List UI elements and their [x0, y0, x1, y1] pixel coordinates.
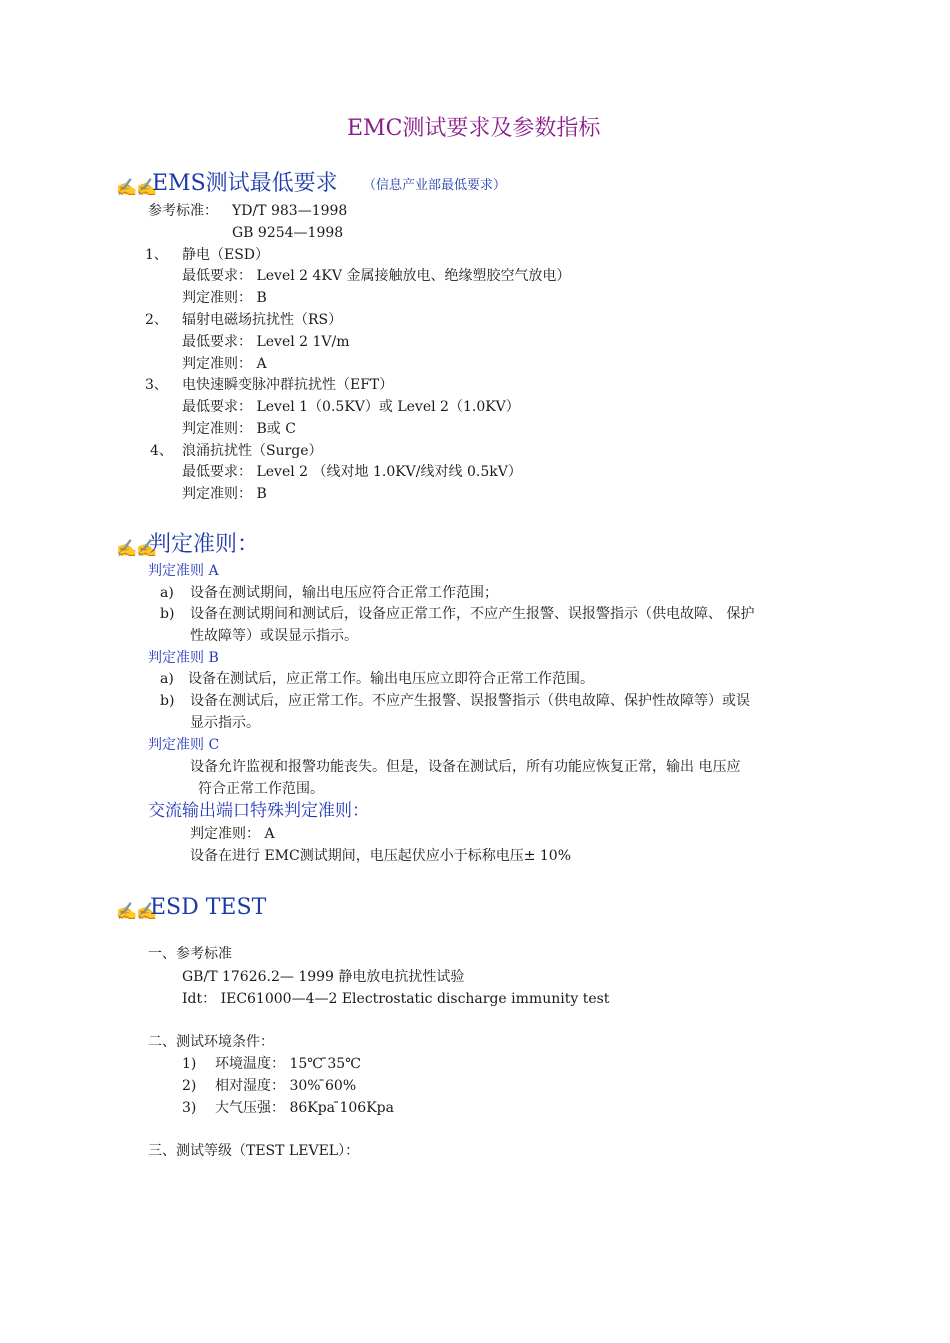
- ref-standard-1: YD/T 983—1998: [232, 203, 348, 219]
- criterion-text: 符合正常工作范围。: [198, 781, 324, 797]
- item-requirement: 最低要求： Level 2 （线对地 1.0KV/线对线 0.5kV）: [182, 464, 522, 480]
- criterion-text: 设备允许监视和报警功能丧失。但是，设备在测试后，所有功能应恢复正常，输出 电压应: [190, 759, 741, 775]
- criteria-heading: 判定准则：: [149, 532, 260, 557]
- ref-standard-2: GB 9254—1998: [232, 225, 344, 241]
- section-title: 二、测试环境条件：: [148, 1034, 274, 1050]
- list-marker: 1): [182, 1056, 197, 1072]
- criterion-text: 设备在测试期间和测试后，设备应正常工作，不应产生报警、误报警指示（供电故障、 保护: [190, 606, 755, 622]
- criterion-text: 显示指示。: [190, 715, 260, 731]
- item-requirement: 最低要求： Level 1（0.5KV）或 Level 2（1.0KV）: [182, 399, 520, 415]
- item-requirement: 最低要求： Level 2 1V/m: [182, 334, 350, 350]
- list-marker: a): [160, 585, 174, 601]
- item-number: 1、: [145, 247, 168, 263]
- section-title: 一、参考标准: [148, 946, 232, 962]
- criterion-text: 设备在测试后，应正常工作。输出电压应立即符合正常工作范围。: [188, 671, 594, 687]
- section-title: 三、测试等级（TEST LEVEL）：: [148, 1143, 360, 1159]
- ems-subheading: （信息产业部最低要求）: [363, 178, 507, 193]
- esd-heading: ESD TEST: [150, 895, 267, 920]
- item-number: 4、: [150, 443, 173, 459]
- list-marker: b): [160, 693, 175, 709]
- pen-icon: ✍✍: [116, 539, 157, 559]
- criterion-text: 性故障等）或误显示指示。: [190, 628, 358, 644]
- item-criterion: 判定准则： B: [182, 290, 267, 306]
- item-number: 2、: [145, 312, 168, 328]
- item-name: 电快速瞬变脉冲群抗扰性（EFT）: [182, 377, 394, 393]
- condition-text: 环境温度： 15℃ ̄35℃: [215, 1056, 361, 1072]
- item-name: 辐射电磁场抗扰性（RS）: [182, 312, 343, 328]
- ref-label: 参考标准：: [148, 203, 218, 219]
- item-criterion: 判定准则： B: [182, 486, 267, 502]
- criterion-text: 判定准则： A: [190, 826, 275, 842]
- pen-icon: ✍✍: [116, 902, 157, 922]
- condition-text: 相对湿度： 30% ̄60%: [215, 1078, 357, 1094]
- item-name: 静电（ESD）: [182, 247, 270, 263]
- condition-text: 大气压强： 86Kpa ̄106Kpa: [215, 1100, 394, 1116]
- item-name: 浪涌抗扰性（Surge）: [182, 443, 323, 459]
- section-text: Idt： IEC61000—4—2 Electrostatic discharge immunity test: [182, 991, 610, 1007]
- list-marker: 3): [182, 1100, 197, 1116]
- item-criterion: 判定准则： A: [182, 356, 267, 372]
- criterion-text: 设备在测试期间，输出电压应符合正常工作范围；: [190, 585, 498, 601]
- criterion-c-title: 判定准则 C: [148, 737, 220, 753]
- criterion-text: 设备在进行 EMC测试期间，电压起伏应小于标称电压± 10%: [190, 848, 572, 864]
- list-marker: 2): [182, 1078, 197, 1094]
- list-marker: a): [160, 671, 174, 687]
- section-text: GB/T 17626.2— 1999 静电放电抗扰性试验: [182, 969, 465, 985]
- criterion-text: 设备在测试后，应正常工作。不应产生报警、误报警指示（供电故障、保护性故障等）或误: [190, 693, 750, 709]
- criterion-b-title: 判定准则 B: [148, 650, 219, 666]
- item-requirement: 最低要求： Level 2 4KV 金属接触放电、绝缘塑胶空气放电）: [182, 268, 571, 284]
- ems-heading: EMS测试最低要求: [152, 171, 338, 196]
- item-criterion: 判定准则： B或 C: [182, 421, 296, 437]
- item-number: 3、: [145, 377, 168, 393]
- pen-icon: ✍✍: [116, 178, 157, 198]
- ac-criterion-title: 交流输出端口特殊判定准则：: [148, 801, 369, 821]
- criterion-a-title: 判定准则 A: [148, 563, 219, 579]
- list-marker: b): [160, 606, 175, 622]
- page-title: EMC测试要求及参数指标: [347, 116, 601, 141]
